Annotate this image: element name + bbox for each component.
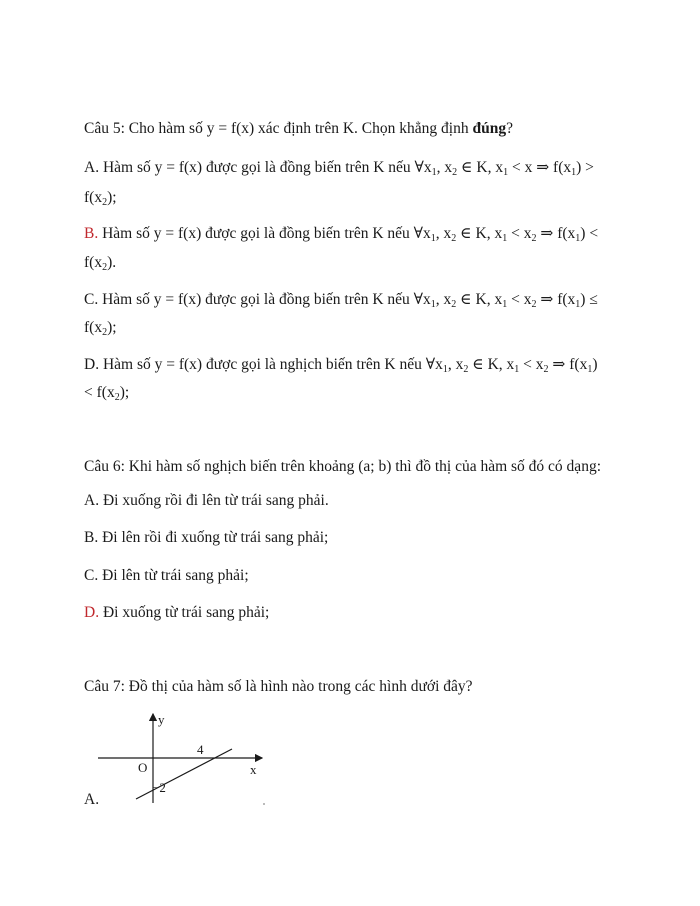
x-intercept-label: 4	[197, 742, 204, 757]
q6-option-b: B. Đi lên rồi đi xuống từ trái sang phải;	[84, 529, 329, 546]
q6-correct-answer-label: D.	[84, 604, 100, 621]
q7-option-a-label: A.	[84, 791, 100, 808]
q5-option-c-line2: $f(x_2)$;	[84, 319, 117, 338]
q6-title: Câu 6: Khi hàm số nghịch biến trên khoảng (a; b) thì đồ thị của hàm số đó có dạng:	[84, 458, 601, 475]
q5-correct-answer-label: B.	[84, 225, 99, 242]
q5-option-b-line2: $f(x_2)$.	[84, 254, 117, 273]
origin-label: O	[138, 760, 148, 775]
q6-option-c: C. Đi lên từ trái sang phải;	[84, 567, 249, 584]
q5-option-b-line1: B. Hàm số y = f(x) được gọi là đồng biến trên K nếu $\forall x_1$, $x_2$ ∈ K, $x_1 < x_2$ ⇒ $f(x_1)$ <	[84, 225, 599, 244]
y-axis-label: y	[158, 712, 165, 727]
q7-graph-a	[84, 708, 284, 808]
q5-option-a-line1: A. Hàm số y = f(x) được gọi là đồng biến trên K nếu $\forall x_1$, $x_2$ ∈ K, $x_1 < x$ ⇒ $f(x_1)$ >	[84, 159, 594, 178]
q5-option-a-line2: $f(x_2)$;	[84, 189, 117, 208]
q5-option-d-line2: < $f(x_2)$;	[84, 384, 130, 403]
q5-title: Câu 5: Cho hàm số y = f(x) xác định trên K. Chọn khẳng định đúng?	[84, 120, 513, 137]
y-intercept-label: −2	[152, 780, 166, 795]
graph-line	[136, 749, 232, 799]
q6-option-d: D. Đi xuống từ trái sang phải;	[84, 604, 270, 621]
q5-option-c-line1: C. Hàm số y = f(x) được gọi là đồng biến trên K nếu $\forall x_1$, $x_2$ ∈ K, $x_1 < x_2$ ⇒ $f(x_1)$ ≤	[84, 291, 598, 310]
q5-option-d-line1: D. Hàm số y = f(x) được gọi là nghịch biến trên K nếu $\forall x_1$, $x_2$ ∈ K, $x_1 < x_2$ ⇒ $f(x_1)$	[84, 356, 598, 375]
q6-option-a: A. Đi xuống rồi đi lên từ trái sang phải.	[84, 492, 329, 509]
q7-title: Câu 7: Đồ thị của hàm số là hình nào trong các hình dưới đây?	[84, 678, 473, 695]
x-axis-label: x	[250, 762, 257, 777]
